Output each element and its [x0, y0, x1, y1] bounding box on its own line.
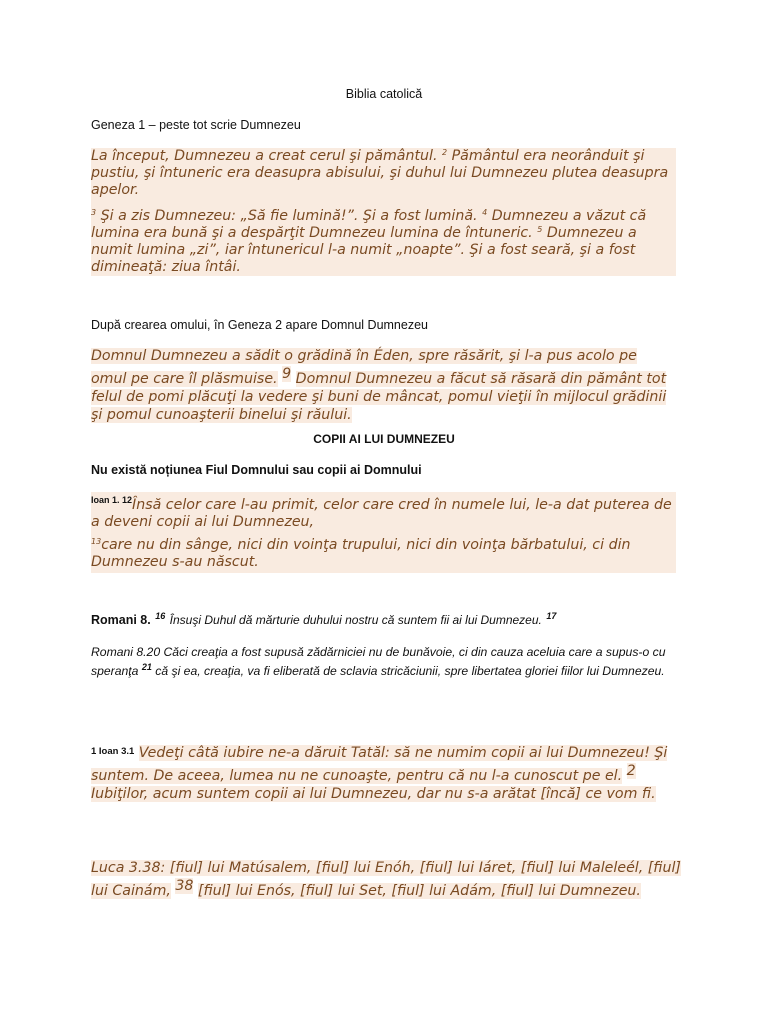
- genesis2-quote: [91, 347, 676, 423]
- verse-text: Romani 8.20 Căci creaţia a fost supusă zădărniciei nu de bunăvoie, ci din cauza aceluia care a supus-o cu speranţa: [91, 645, 666, 678]
- verse-number: 13: [91, 537, 102, 546]
- verse-text: Pământul era neorânduit şi pustiu, şi întuneric era deasupra abisului, şi duhul lui Dumnezeu plutea deasupra apelor.: [91, 148, 669, 198]
- verse-reference: Romani 8.: [91, 613, 151, 627]
- genesis1-paragraph-1: [91, 148, 676, 199]
- verse-text: Şi a zis Dumnezeu: „Să fie lumină!”. Şi a fost lumină.: [100, 208, 478, 224]
- verse-number: 38: [175, 878, 194, 894]
- genesis2-paragraph: [91, 347, 676, 424]
- verse-number: 16: [155, 611, 166, 621]
- verse-number: 21: [141, 662, 152, 672]
- verse-reference: Ioan 1. 12: [91, 495, 133, 505]
- verse-text: Domnul Dumnezeu a făcut să răsară din pământ tot felul de pomi plăcuţi la vedere şi buni de mâncat, pomul vieţii în mijlocul grădinii şi pomul cunoaşterii binelui şi răului.: [91, 371, 667, 423]
- verse-number: 2: [442, 148, 448, 157]
- verse-text: care nu din sânge, nici din voinţa trupului, nici din voinţa bărbatului, ci din Dumnezeu s-au născut.: [91, 537, 631, 570]
- john1-quote: [91, 492, 676, 573]
- verse-number: 4: [482, 208, 488, 217]
- verse-text: Luca 3.38: [fiul] lui Matúsalem, [fiul] lui Enóh, [fiul] lui Iáret, [fiul] lui Maleleél, [fiul] lui Cainám,: [91, 860, 681, 899]
- genesis1-heading: Geneza 1 – peste tot scrie Dumnezeu: [91, 118, 301, 132]
- verse-number: 9: [282, 366, 292, 382]
- verse-text: [fiul] lui Enós, [fiul] lui Set, [fiul] lui Adám, [fiul] lui Dumnezeu.: [197, 883, 641, 899]
- luke-3-38: [91, 859, 681, 900]
- verse-number: 17: [546, 611, 557, 621]
- john1-paragraph-2: [91, 537, 676, 571]
- 1-john-3-1: [91, 743, 681, 803]
- john1-paragraph-1: [91, 492, 676, 531]
- verse-text: Vedeţi câtă iubire ne-a dăruit Tatăl: să ne numim copii ai lui Dumnezeu! Şi suntem. De aceea, lumea nu ne cunoaşte, pentru că nu l-a cunoscut pe el.: [91, 745, 668, 784]
- verse-text: că şi ea, creaţia, va fi eliberată de sclavia stricăciunii, spre libertatea gloriei fiilor lui Dumnezeu.: [155, 664, 665, 678]
- verse-number: 5: [537, 225, 543, 234]
- verse-number: 3: [91, 208, 97, 217]
- verse-text: Iubiţilor, acum suntem copii ai lui Dumnezeu, dar nu s-a arătat [încă] ce vom fi.: [91, 786, 656, 802]
- verse-reference: 1 Ioan 3.1: [91, 746, 135, 757]
- verse-text: Domnul Dumnezeu a sădit o grădină în Éden, spre răsărit, şi l-a pus acolo pe omul pe care îl plăsmuise.: [91, 348, 637, 387]
- romans-8-20: [91, 643, 681, 681]
- verse-text: Dumnezeu a numit lumina „zi”, iar întunericul l-a numit „noapte”. Şi a fost seară, şi a fost dimineaţă: ziua întâi.: [91, 225, 637, 275]
- section-title: COPII AI LUI DUMNEZEU: [313, 432, 455, 446]
- document-title: Biblia catolică: [345, 87, 423, 101]
- verse-text: Însuşi Duhul dă mărturie duhului nostru că suntem fii ai lui Dumnezeu.: [169, 613, 542, 627]
- verse-text: Însă celor care l-au primit, celor care cred în numele lui, le-a dat puterea de a deveni copii ai lui Dumnezeu,: [91, 497, 672, 530]
- verse-text: Dumnezeu a văzut că lumina era bună şi a despărţit Dumnezeu lumina de întuneric.: [91, 208, 647, 241]
- verse-text: La început, Dumnezeu a creat cerul şi pământul.: [91, 148, 438, 164]
- genesis1-quote: [91, 148, 676, 276]
- genesis2-heading: După crearea omului, în Geneza 2 apare Domnul Dumnezeu: [91, 318, 428, 332]
- romans-8-16: [91, 611, 556, 630]
- section-subtitle: Nu există noțiunea Fiul Domnului sau copii ai Domnului: [91, 463, 422, 477]
- genesis1-paragraph-2: [91, 208, 676, 276]
- verse-number: 2: [626, 763, 636, 779]
